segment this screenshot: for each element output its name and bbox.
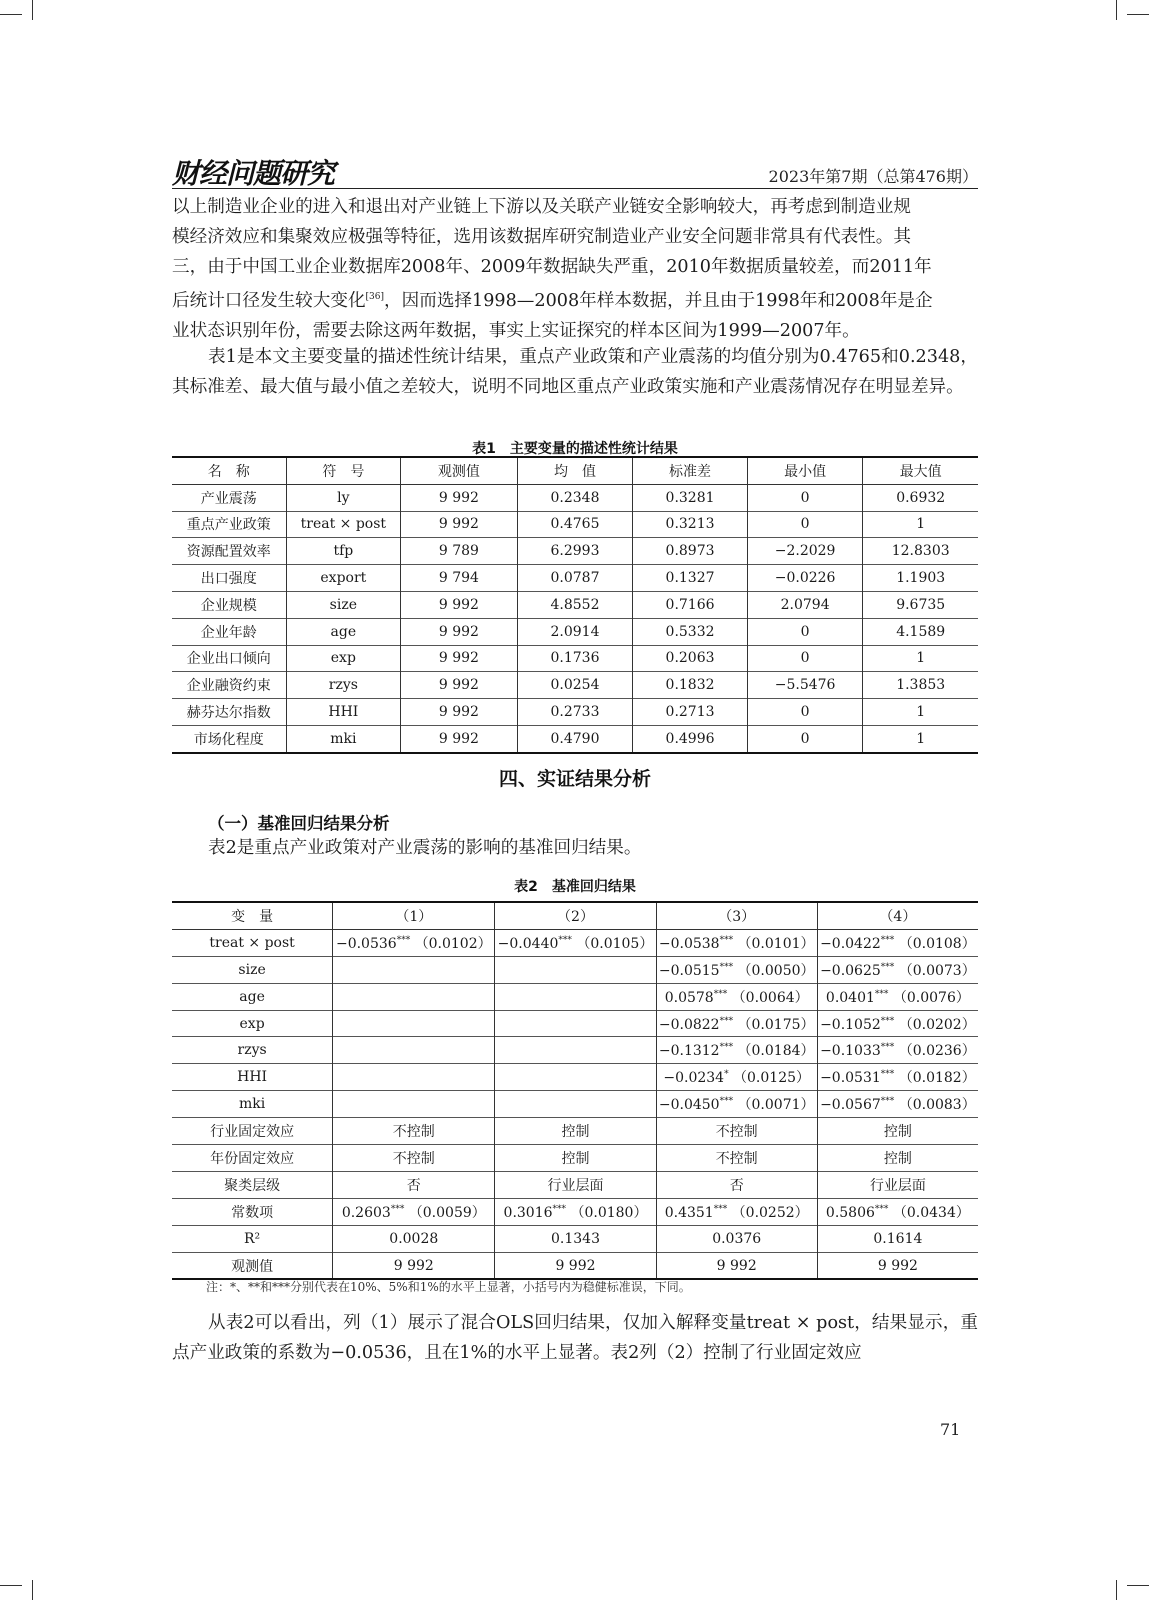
table-cell: 0.5806*** （0.0434） [817, 1198, 978, 1225]
table-cell: 1 [863, 511, 978, 538]
table-cell [495, 1037, 656, 1064]
journal-logo: 财经问题研究 [172, 157, 335, 190]
table-cell: 0.2063 [633, 645, 748, 672]
significance-stars: *** [713, 988, 728, 999]
table-cell: 否 [333, 1171, 495, 1198]
table-cell: −0.0822*** （0.0175） [656, 1010, 817, 1037]
table-cell: 否 [656, 1171, 817, 1198]
table-cell: 9 992 [401, 591, 518, 618]
table-cell: 1 [863, 645, 978, 672]
text-paragraph: 表1是本文主要变量的描述性统计结果，重点产业政策和产业震荡的均值分别为0.4765和0.2348，其标准差、最大值与最小值之差较大，说明不同地区重点产业政策实施和产业震荡情况存在明显差异。 [172, 347, 978, 397]
column-header: （4） [817, 902, 978, 929]
table-row [172, 699, 978, 726]
table-cell: 9 992 [401, 725, 518, 752]
table-cell [333, 1010, 495, 1037]
significance-stars: *** [713, 1204, 728, 1215]
table-row [172, 1225, 978, 1252]
table-cell: 0.2713 [633, 699, 748, 726]
significance-stars: *** [880, 1069, 895, 1080]
table-cell: 9 992 [401, 699, 518, 726]
table-cell: 0.3213 [633, 511, 748, 538]
table-header-row [172, 457, 978, 484]
row-label: 观测值 [231, 1258, 274, 1275]
column-header: 符 号 [286, 457, 401, 484]
table-cell: 0.5332 [633, 618, 748, 645]
table-cell: 1.1903 [863, 565, 978, 592]
text-paragraph: 表2是重点产业政策对产业震荡的影响的基准回归结果。 [208, 838, 642, 858]
row-label: 聚类层级 [224, 1177, 281, 1194]
table-row [172, 983, 978, 1010]
table-cell: 0.6932 [863, 484, 978, 511]
crop-mark [1127, 1585, 1149, 1586]
text-line: 业状态识别年份，需要去除这两年数据，事实上实证探究的样本区间为1999—2007年。 [172, 320, 860, 341]
table-cell: 0.4765 [517, 511, 633, 538]
row-label: 行业固定效应 [210, 1124, 295, 1141]
table-cell: 0.0401*** （0.0076） [817, 983, 978, 1010]
table-cell: −0.0226 [747, 565, 863, 592]
table-cell [495, 1064, 656, 1091]
table-cell: 2.0794 [747, 591, 863, 618]
table-row [172, 1091, 978, 1118]
significance-stars: *** [390, 1204, 405, 1215]
table-cell: 控制 [817, 1145, 978, 1172]
table-row [172, 1145, 978, 1172]
significance-stars: *** [880, 1015, 895, 1026]
row-label: mki [238, 1096, 266, 1113]
row-label: rzys [237, 1042, 267, 1059]
significance-stars: *** [874, 988, 889, 999]
table-cell: 0 [747, 618, 863, 645]
row-label: 常数项 [231, 1204, 274, 1221]
column-header: 标准差 [633, 457, 748, 484]
table-cell: −0.0531*** （0.0182） [817, 1064, 978, 1091]
table-cell: mki [286, 725, 401, 752]
table-cell: 2.0914 [517, 618, 633, 645]
table-cell: 0.4351*** （0.0252） [656, 1198, 817, 1225]
table-cell: 0.1343 [495, 1225, 656, 1252]
table-cell: 0 [747, 484, 863, 511]
table-cell: 0.2348 [517, 484, 633, 511]
table-cell: 0.1327 [633, 565, 748, 592]
table-row [172, 1198, 978, 1225]
column-header: （2） [495, 902, 656, 929]
table-cell: 0.1614 [817, 1225, 978, 1252]
significance-stars: *** [558, 935, 572, 946]
table-cell [333, 1037, 495, 1064]
table-cell: 0.0028 [333, 1225, 495, 1252]
table-cell: 0.0578*** （0.0064） [656, 983, 817, 1010]
table-header-row [172, 902, 978, 929]
row-label: 企业规模 [200, 597, 257, 614]
significance-stars: *** [719, 962, 734, 973]
issue-info: 2023年第7期（总第476期） [768, 167, 978, 186]
table-cell: 9 992 [401, 672, 518, 699]
table-cell: 0.4790 [517, 725, 633, 752]
table-cell: 0.1832 [633, 672, 748, 699]
table-cell: −0.0234* （0.0125） [656, 1064, 817, 1091]
table-cell: 9 789 [401, 538, 518, 565]
column-header: （1） [333, 902, 495, 929]
table-row [172, 484, 978, 511]
table-cell: exp [286, 645, 401, 672]
table-cell: 不控制 [656, 1118, 817, 1145]
table-row [172, 1037, 978, 1064]
table-cell: 9 992 [495, 1252, 656, 1279]
table-cell: treat × post [286, 511, 401, 538]
table-cell: 9.6735 [863, 591, 978, 618]
crop-mark [1127, 14, 1149, 15]
table2 [172, 901, 978, 1280]
text-line: 以上制造业企业的进入和退出对产业链上下游以及关联产业链安全影响较大，再考虑到制造业规 [172, 197, 911, 217]
column-header: 均 值 [517, 457, 633, 484]
table-cell: 0.3281 [633, 484, 748, 511]
table-row [172, 929, 978, 956]
table-cell: 0.0376 [656, 1225, 817, 1252]
row-label: 企业出口倾向 [186, 651, 271, 668]
crop-mark [1116, 0, 1117, 20]
table-cell: 控制 [495, 1118, 656, 1145]
table2-title: 表2 基准回归结果 [514, 879, 636, 895]
page-number: 71 [940, 1420, 961, 1439]
table-note: 注：*、**和***分别代表在10%、5%和1%的水平上显著，小括号内为稳健标准误，下同。 [206, 1280, 691, 1294]
table-cell: 0.2603*** （0.0059） [333, 1198, 495, 1225]
table-cell: 行业层面 [495, 1171, 656, 1198]
table-row [172, 1171, 978, 1198]
row-label: 出口强度 [200, 571, 257, 588]
table-cell [495, 1010, 656, 1037]
table-cell: −0.0515*** （0.0050） [656, 956, 817, 983]
table-cell: 12.8303 [863, 538, 978, 565]
table-cell: 1 [863, 725, 978, 752]
table-cell: ly [286, 484, 401, 511]
table-cell: 0.2733 [517, 699, 633, 726]
text-span: 后统计口径发生较大变化 [172, 290, 366, 311]
significance-stars: *** [552, 1204, 567, 1215]
table-row [172, 1118, 978, 1145]
row-label: 资源配置效率 [186, 544, 271, 561]
significance-stars: *** [880, 1042, 895, 1053]
significance-stars: *** [880, 1096, 895, 1107]
table-row [172, 1010, 978, 1037]
citation-ref: [36] [365, 292, 385, 302]
table-cell: −0.0567*** （0.0083） [817, 1091, 978, 1118]
row-label: age [239, 988, 265, 1005]
row-label: treat × post [209, 934, 295, 951]
column-header: 名 称 [207, 463, 250, 480]
table-cell [495, 956, 656, 983]
table-cell: −0.0625*** （0.0073） [817, 956, 978, 983]
table-row [172, 725, 978, 752]
subsection-heading: （一）基准回归结果分析 [208, 814, 390, 833]
table-row [172, 1064, 978, 1091]
table-cell: −0.0422*** （0.0108） [817, 929, 978, 956]
table-cell: 控制 [495, 1145, 656, 1172]
paragraph-4 [172, 1308, 978, 1368]
table-cell [495, 983, 656, 1010]
significance-stars: *** [719, 1042, 734, 1053]
table-row [172, 1252, 978, 1279]
significance-stars: *** [396, 935, 411, 946]
table-cell: age [286, 618, 401, 645]
table-cell: 9 992 [817, 1252, 978, 1279]
table-cell: 9 992 [333, 1252, 495, 1279]
row-label: 重点产业政策 [186, 517, 271, 534]
table-cell [333, 983, 495, 1010]
column-header: 变 量 [231, 908, 274, 925]
table-cell: −0.1312*** （0.0184） [656, 1037, 817, 1064]
column-header: 最大值 [863, 457, 978, 484]
table-cell: 不控制 [333, 1145, 495, 1172]
table-cell [333, 1064, 495, 1091]
text-line: 三，由于中国工业企业数据库2008年、2009年数据缺失严重，2010年数据质量较差，而2011年 [172, 257, 932, 277]
table-cell [333, 1091, 495, 1118]
table-cell: 0.0787 [517, 565, 633, 592]
table-row [172, 565, 978, 592]
table-cell: 0 [747, 645, 863, 672]
significance-stars: *** [880, 935, 895, 946]
table-cell: −0.0440*** （0.0105） [495, 929, 656, 956]
table1-title: 表1 主要变量的描述性统计结果 [472, 441, 678, 457]
paragraph-3 [172, 833, 978, 863]
significance-stars: *** [874, 1204, 889, 1215]
table-cell: 0.0254 [517, 672, 633, 699]
row-label: exp [239, 1015, 265, 1032]
row-label: HHI [237, 1069, 268, 1086]
table-cell: 4.8552 [517, 591, 633, 618]
page-header [172, 152, 978, 189]
table-row [172, 956, 978, 983]
table-cell: −0.1033*** （0.0236） [817, 1037, 978, 1064]
table-cell: 9 992 [401, 511, 518, 538]
significance-stars: *** [880, 962, 895, 973]
table-cell: 0.1736 [517, 645, 633, 672]
table-cell: 1 [863, 699, 978, 726]
text-line: 模经济效应和集聚效应极强等特征，选用该数据库研究制造业产业安全问题非常具有代表性。其 [172, 227, 911, 247]
text-span: ，因而选择1998—2008年样本数据，并且由于1998年和2008年是企 [384, 290, 933, 311]
table-cell: 9 992 [401, 618, 518, 645]
table1 [172, 456, 978, 754]
crop-mark [0, 14, 22, 15]
table-cell: 6.2993 [517, 538, 633, 565]
table-cell: 9 992 [401, 645, 518, 672]
significance-stars: *** [719, 935, 734, 946]
row-label: size [238, 961, 266, 978]
table-cell: 0.8973 [633, 538, 748, 565]
row-label: 年份固定效应 [210, 1150, 295, 1167]
table-cell: −0.0450*** （0.0071） [656, 1091, 817, 1118]
crop-mark [32, 0, 33, 20]
table-cell: 行业层面 [817, 1171, 978, 1198]
table-cell: −5.5476 [747, 672, 863, 699]
crop-mark [1116, 1580, 1117, 1600]
table-cell: 0.3016*** （0.0180） [495, 1198, 656, 1225]
table-row [172, 591, 978, 618]
table-cell: rzys [286, 672, 401, 699]
table-cell: 9 992 [656, 1252, 817, 1279]
row-label: 企业融资约束 [186, 678, 271, 695]
significance-stars: *** [719, 1015, 734, 1026]
column-header: 最小值 [747, 457, 863, 484]
table-cell: size [286, 591, 401, 618]
row-label: 产业震荡 [200, 490, 257, 507]
table-cell: 9 992 [401, 484, 518, 511]
table-cell: −0.0536*** （0.0102） [333, 929, 495, 956]
row-label: 企业年龄 [200, 624, 257, 641]
table-row [172, 672, 978, 699]
table-cell: 控制 [817, 1118, 978, 1145]
table-row [172, 511, 978, 538]
table-cell: −0.1052*** （0.0202） [817, 1010, 978, 1037]
text-line [172, 282, 978, 316]
table-cell: −2.2029 [747, 538, 863, 565]
paragraph-2 [172, 342, 978, 402]
significance-stars: *** [719, 1096, 734, 1107]
table-row [172, 538, 978, 565]
table-cell: export [286, 565, 401, 592]
row-label: 市场化程度 [193, 731, 264, 748]
table-cell: 0 [747, 511, 863, 538]
column-header: （3） [656, 902, 817, 929]
paragraph-1 [172, 192, 978, 346]
table-cell: 0.7166 [633, 591, 748, 618]
table-cell: 0.4996 [633, 725, 748, 752]
table-row [172, 645, 978, 672]
table-cell: tfp [286, 538, 401, 565]
text-paragraph: 从表2可以看出，列（1）展示了混合OLS回归结果，仅加入解释变量treat × post，结果显示，重点产业政策的系数为−0.0536，且在1%的水平上显著。表2列（2）控制了行业固定效应 [172, 1313, 978, 1363]
table-cell: −0.0538*** （0.0101） [656, 929, 817, 956]
column-header: 观测值 [401, 457, 518, 484]
table-cell: 不控制 [656, 1145, 817, 1172]
row-label: R² [244, 1230, 261, 1247]
table-cell: 4.1589 [863, 618, 978, 645]
table-cell: 9 794 [401, 565, 518, 592]
table-cell: HHI [286, 699, 401, 726]
row-label: 赫芬达尔指数 [186, 705, 271, 722]
table-cell: 1.3853 [863, 672, 978, 699]
table-cell [495, 1091, 656, 1118]
table-cell: 0 [747, 725, 863, 752]
table-row [172, 618, 978, 645]
table-cell [333, 956, 495, 983]
crop-mark [32, 1580, 33, 1600]
table-cell: 不控制 [333, 1118, 495, 1145]
section-heading: 四、实证结果分析 [498, 768, 651, 790]
table-cell: 0 [747, 699, 863, 726]
crop-mark [0, 1585, 22, 1586]
significance-stars: * [724, 1069, 729, 1080]
